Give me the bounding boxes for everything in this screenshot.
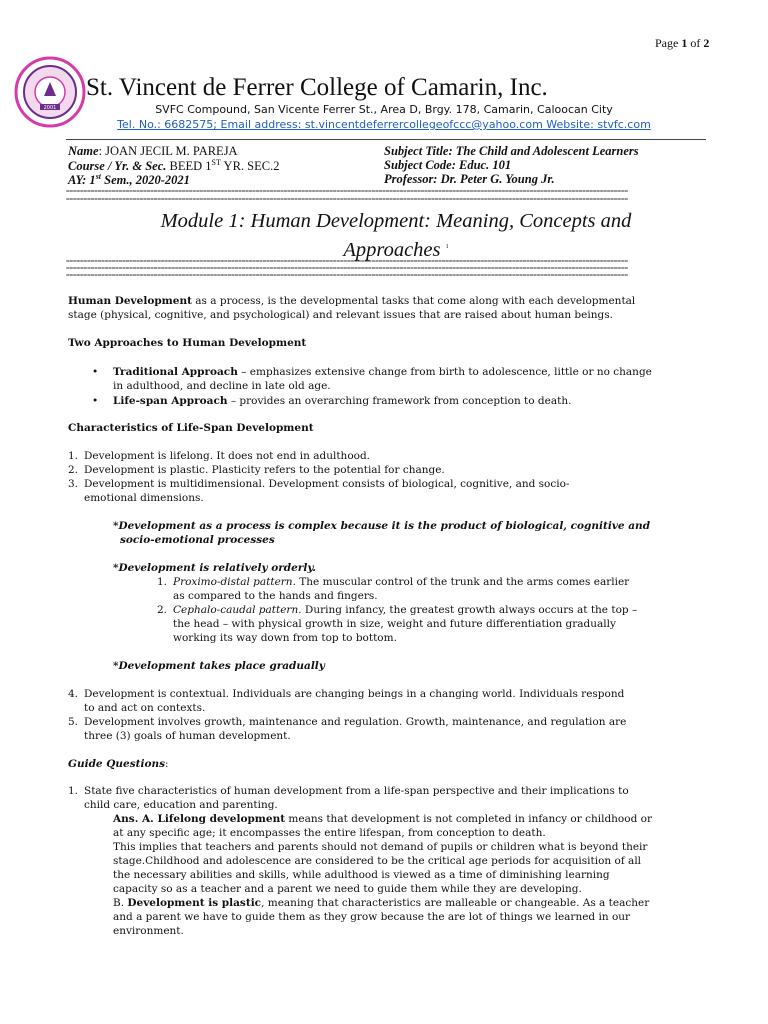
characteristic-item: 2. Development is plastic. Plasticity refers to the potential for change.	[68, 464, 445, 476]
note-complex: *Development as a process is complex because it is the product of biological, cognitive and socio-emotional processes	[113, 520, 651, 546]
intro-paragraph: Human Development as a process, is the developmental tasks that come along with each developmental stage (physical, cognitive, and psychological) and relevant issues that are raised about human beings.	[68, 295, 636, 321]
separator-line: ================================================================================================================================================================	[66, 258, 628, 265]
answer-paragraph: Ans. A. Lifelong development means that development is not completed in infancy or childhood or at any specific age; it encompasses the entire lifespan, from conception to death. This implies that teachers and parents should not demand of pupils or children what is beyond their stage.Childhood and adolescence are considered to be the critical age periods for acquisition of all the necessary abilities and skills, while adulthood is viewed as a time of diminishing learning capacity so as a teacher and a parent we need to guide them while they are developing. B. Development is plastic, meaning that characteristics are malleable or changeable. As a teacher and a parent we have to guide them as they grow because the are lot of things we learned in our environment.	[113, 813, 652, 937]
course-section: Course / Yr. & Sec. BEED 1ST YR. SEC.2	[68, 158, 280, 174]
characteristics-heading: Characteristics of Life-Span Development	[68, 422, 314, 434]
subject-code: Subject Code: Educ. 101	[384, 158, 512, 172]
note-gradual: *Development takes place gradually	[113, 660, 325, 672]
guide-question: 1. State five characteristics of human development from a life-span perspective and their implications to child care, education and parenting.	[68, 785, 629, 811]
professor: Professor: Dr. Peter G. Young Jr.	[384, 172, 555, 186]
approaches-heading: Two Approaches to Human Development	[68, 337, 307, 349]
student-name: Name: JOAN JECIL M. PAREJA	[68, 144, 238, 158]
separator-line: ================================================================================================================================================================	[66, 272, 628, 279]
characteristic-item: 3. Development is multidimensional. Development consists of biological, cognitive, and socio- emotional dimensions.	[68, 478, 570, 504]
traditional-approach-item: • Traditional Approach – emphasizes extensive change from birth to adolescence, little or no change in adulthood, and decline in late old age.	[92, 366, 652, 392]
characteristic-item: 5. Development involves growth, maintenance and regulation. Growth, maintenance, and regulation are three (3) goals of human development.	[68, 716, 627, 742]
characteristic-item: 4. Development is contextual. Individuals are changing beings in a changing world. Individuals respond to and act on contexts.	[68, 688, 625, 714]
separator-line: ================================================================================================================================================================	[66, 196, 628, 203]
module-title: Module 1: Human Development: Meaning, Concepts and Approaches $^1$	[160, 210, 632, 261]
academic-year: AY: 1st Sem., 2020-2021	[68, 172, 190, 188]
lifespan-approach-item: • Life-span Approach – provides an overarching framework from conception to death.	[92, 395, 572, 407]
pattern-item: 1. Proximo-distal pattern. The muscular control of the trunk and the arms comes earlier as compared to the hands and fingers.	[157, 576, 630, 602]
header-divider	[66, 139, 706, 140]
college-address: SVFC Compound, San Vicente Ferrer St., Area D, Brgy. 178, Camarin, Caloocan City	[155, 103, 613, 116]
svg-text:2001: 2001	[43, 105, 57, 111]
page-number: Page 1 of 2	[655, 36, 710, 50]
separator-line: ================================================================================================================================================================	[66, 188, 628, 195]
contact-links[interactable]: Tel. No.: 6682575; Email address: st.vincentdeferrercollegeofccc@yahoo.com Website: stvfc.com	[117, 118, 651, 131]
pattern-item: 2. Cephalo-caudal pattern. During infancy, the greatest growth always occurs at the top – the head – with physical growth in size, weight and future differentiation gradually working its way down from top to bottom.	[157, 604, 638, 644]
college-name: St. Vincent de Ferrer College of Camarin, Inc.	[86, 74, 548, 101]
characteristic-item: 1. Development is lifelong. It does not end in adulthood.	[68, 450, 371, 462]
subject-title: Subject Title: The Child and Adolescent Learners	[384, 144, 639, 158]
guide-questions-heading: Guide Questions:	[68, 758, 169, 770]
note-orderly: *Development is relatively orderly.	[113, 562, 316, 574]
separator-line: ================================================================================================================================================================	[66, 265, 628, 272]
